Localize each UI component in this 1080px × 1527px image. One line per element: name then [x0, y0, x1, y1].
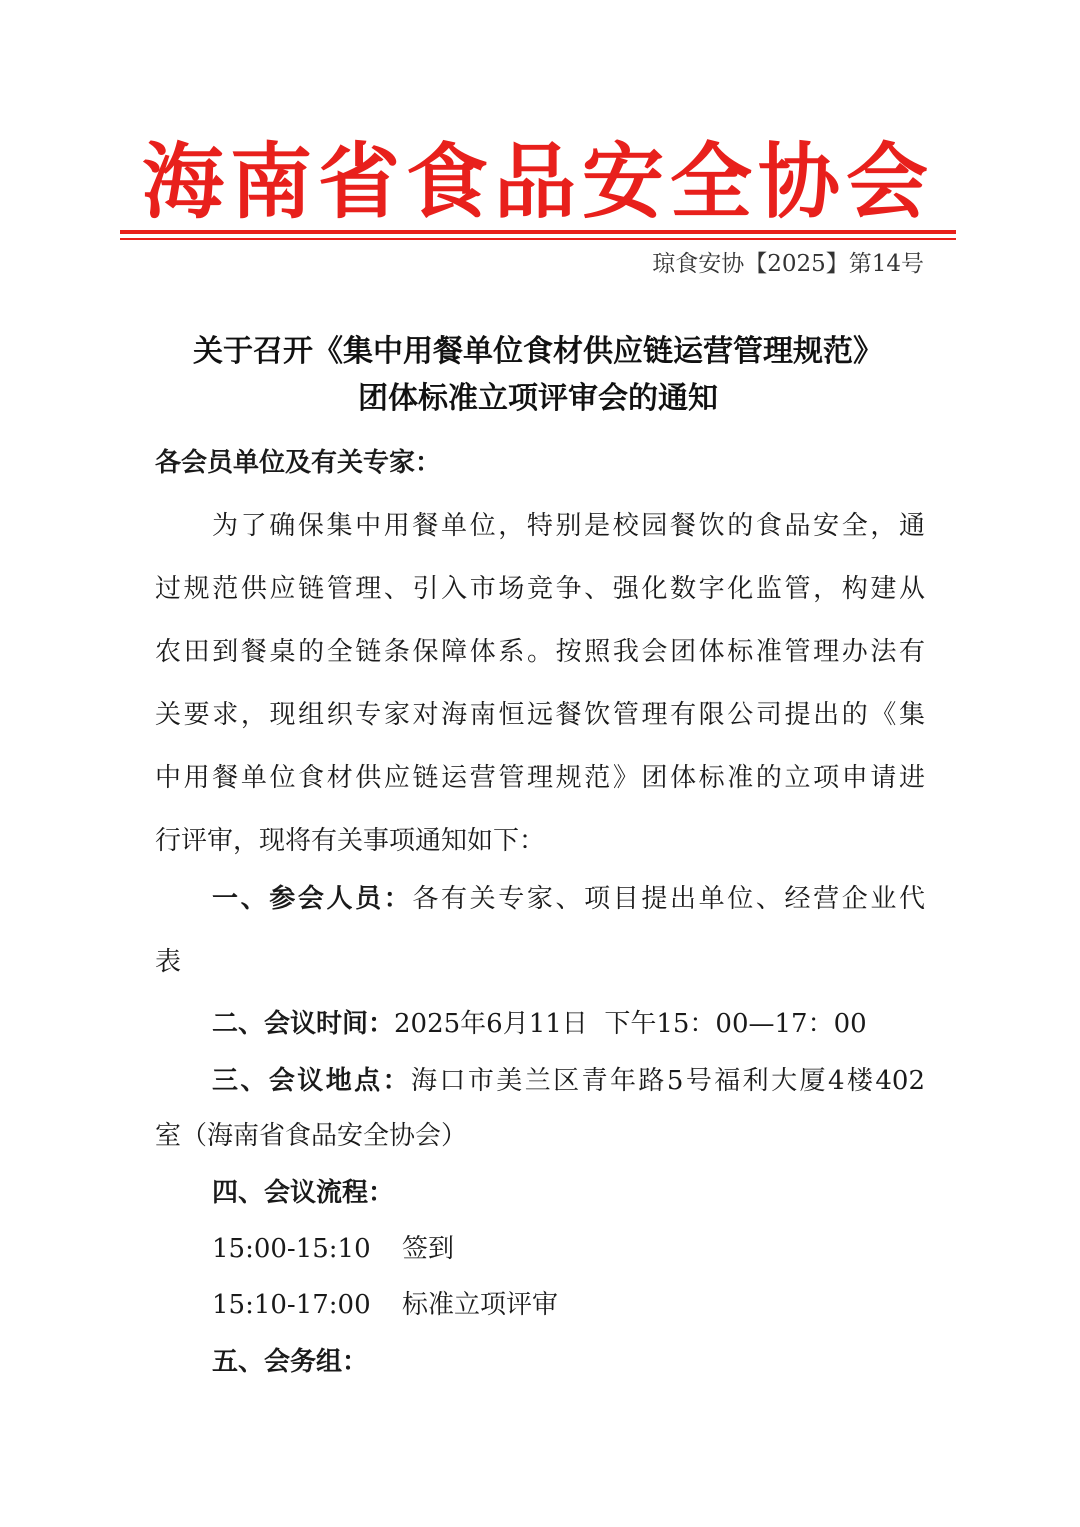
agenda-item — [212, 1221, 454, 1277]
agenda-activity: 签到 — [402, 1234, 455, 1264]
document-number: 琼食安协【2025】第14号 — [652, 251, 924, 277]
title-line-1: 关于召开《集中用餐单位食材供应链运营管理规范》 — [193, 334, 883, 369]
masthead-rule-thin — [120, 238, 956, 240]
masthead-rule-thick — [120, 230, 956, 234]
intro-line: 为了确保集中用餐单位，特别是校园餐饮的食品安全，通 — [212, 511, 925, 541]
section-label: 二、会议时间： — [212, 1009, 395, 1039]
agenda-time: 15:00-15:10 — [212, 1234, 371, 1264]
intro-line: 过规范供应链管理、引入市场竞争、强化数字化监管，构建从 — [155, 574, 925, 604]
section-location — [155, 1050, 925, 1168]
org-masthead: 海南省食品安全协会 — [141, 135, 934, 230]
agenda-time: 15:10-17:00 — [212, 1290, 371, 1320]
section-label: 一、参会人员： — [212, 884, 413, 914]
agenda-item — [212, 1277, 558, 1333]
agenda-activity: 标准立项评审 — [402, 1290, 559, 1320]
section-text: 海口市美兰区青年路5号福利大厦4楼402 — [411, 1066, 925, 1096]
section-secretariat — [155, 1331, 925, 1394]
section-participants — [155, 868, 925, 994]
intro-line: 农田到餐桌的全链条保障体系。按照我会团体标准管理办法有 — [155, 637, 925, 667]
intro-paragraph — [155, 495, 925, 873]
section-label: 三、会议地点： — [212, 1066, 411, 1096]
section-text: 2025年6月11日 下午15：00—17：00 — [394, 1009, 867, 1039]
section-label: 五、会务组： — [212, 1347, 369, 1377]
notice-title — [120, 328, 956, 422]
section-agenda — [155, 1162, 925, 1225]
intro-line: 行评审，现将有关事项通知如下： — [155, 826, 546, 856]
section-time — [155, 993, 925, 1056]
intro-line: 中用餐单位食材供应链运营管理规范》团体标准的立项申请进 — [155, 763, 925, 793]
salutation: 各会员单位及有关专家： — [155, 448, 442, 478]
intro-line: 关要求，现组织专家对海南恒远餐饮管理有限公司提出的《集 — [155, 700, 925, 730]
section-text-continued: 表 — [155, 947, 182, 977]
title-line-2: 团体标准立项评审会的通知 — [358, 381, 718, 416]
section-label: 四、会议流程： — [212, 1178, 395, 1208]
section-text: 各有关专家、项目提出单位、经营企业代 — [412, 884, 925, 914]
section-text-continued: 室（海南省食品安全协会） — [155, 1121, 468, 1151]
